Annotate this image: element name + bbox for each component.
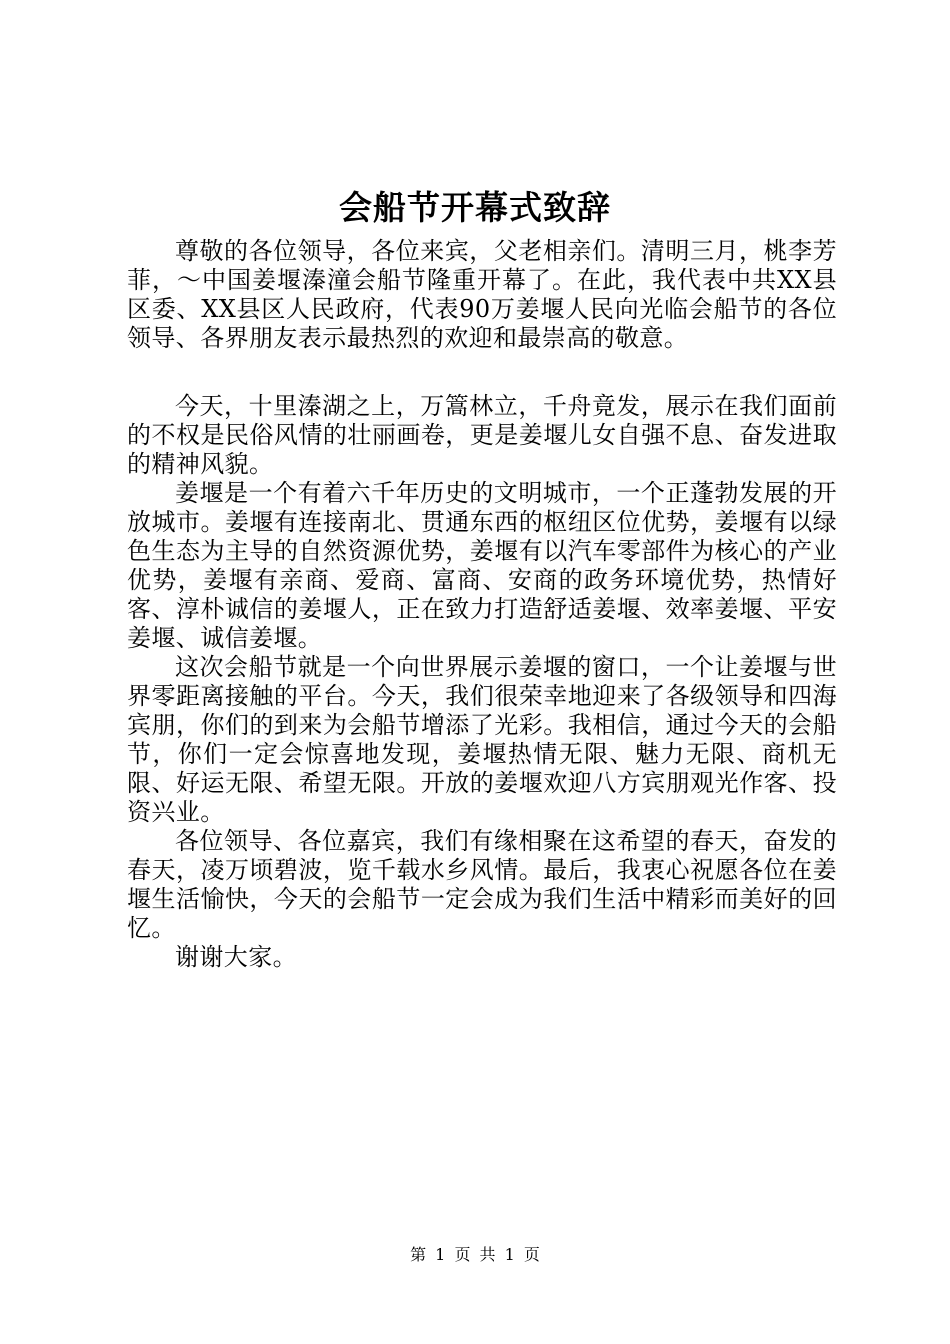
paragraph-today: 今天，十里溱湖之上，万篙林立，千舟竟发，展示在我们面前的不权是民俗风情的壮丽画卷，更是姜堰儿女自强不息、奋发进取的精神风貌。 [127, 392, 837, 478]
paragraph-festival-window: 这次会船节就是一个向世界展示姜堰的窗口，一个让姜堰与世界零距离接触的平台。今天，我们很荣幸地迎来了各级领导和四海宾朋，你们的到来为会船节增添了光彩。我相信，通过今天的会船节，你们一定会惊喜地发现，姜堰热情无限、魅力无限、商机无限、好运无限、希望无限。开放的姜堰欢迎八方宾朋观光作客、投资兴业。 [127, 653, 837, 826]
paragraph-city-intro: 姜堰是一个有着六千年历史的文明城市，一个正蓬勃发展的开放城市。姜堰有连接南北、贯通东西的枢纽区位优势，姜堰有以绿色生态为主导的自然资源优势，姜堰有以汽车零部件为核心的产业优势，姜堰有亲商、爱商、富商、安商的政务环境优势，热情好客、淳朴诚信的姜堰人，正在致力打造舒适姜堰、效率姜堰、平安姜堰、诚信姜堰。 [127, 479, 837, 652]
page-number-footer: 第 1 页 共 1 页 [410, 1245, 540, 1264]
document-body [127, 237, 837, 972]
paragraph-thanks: 谢谢大家。 [175, 943, 297, 971]
document-title: 会船节开幕式致辞 [339, 188, 611, 227]
paragraph-closing-wishes: 各位领导、各位嘉宾，我们有缘相聚在这希望的春天，奋发的春天，凌万顷碧波，览千载水乡风情。最后，我衷心祝愿各位在姜堰生活愉快，今天的会船节一定会成为我们生活中精彩而美好的回忆。 [127, 827, 837, 942]
paragraph-greeting: 尊敬的各位领导，各位来宾，父老相亲们。清明三月，桃李芳菲，～中国姜堰溱潼会船节隆重开幕了。在此，我代表中共XX县区委、XX县区人民政府，代表90万姜堰人民向光临会船节的各位领导、各界朋友表示最热烈的欢迎和最崇高的敬意。 [127, 237, 837, 352]
